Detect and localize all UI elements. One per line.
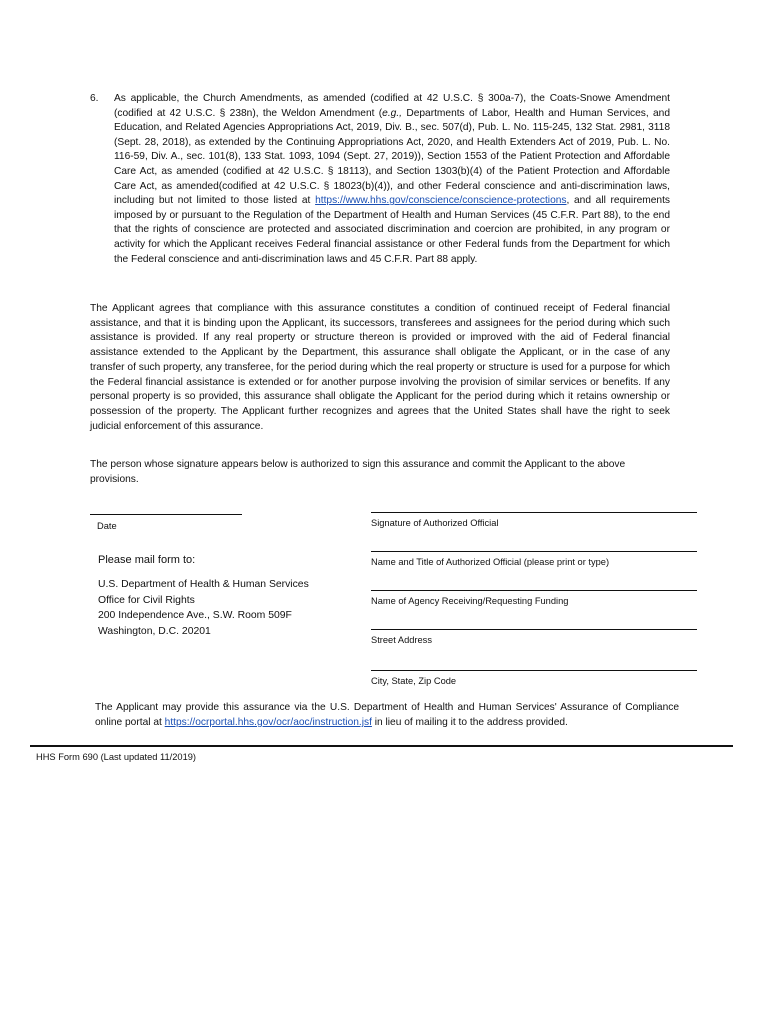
form-identifier: HHS Form 690 (Last updated 11/2019) (36, 752, 197, 762)
city-line[interactable] (371, 670, 697, 671)
agency-line[interactable] (371, 590, 697, 591)
date-label: Date (97, 521, 117, 531)
city-label: City, State, Zip Code (371, 676, 457, 686)
agreement-paragraph: The Applicant agrees that compliance with this assurance constitutes a condition of continued receipt of Federal financial assistance, and that it is binding upon the Applicant, its successors, transferees and assignees for the period during which such assistance is provided. If any real property or structure thereon is provided or improved with the aid of Federal financial assistance extended to the Applicant by the Department, this assurance shall obligate the Applicant, or in the case of any transfer of such property, any transferee, for the period during which the real property or structure is used for a purpose for which the Federal financial assistance is extended or for another purpose involving the provision of similar services or benefits. If any personal property is so provided, this assurance shall obligate the Applicant for the period during which it retains ownership or possession of the property. The Applicant further recognizes and agrees that the United States shall have the right to seek judicial enforcement of this assurance. (90, 303, 670, 432)
mail-intro: Please mail form to: (98, 554, 196, 566)
name-title-label: Name and Title of Authorized Official (please print or type) (371, 557, 610, 567)
address-line: U.S. Department of Health & Human Services (98, 579, 309, 590)
authority-paragraph: The person whose signature appears below is authorized to sign this assurance and commit the Applicant to the above provisions. (90, 459, 626, 485)
agency-label: Name of Agency Receiving/Requesting Funding (371, 596, 569, 606)
date-line[interactable] (90, 514, 242, 515)
signature-line[interactable] (371, 512, 697, 513)
signature-label: Signature of Authorized Official (371, 518, 499, 528)
street-line[interactable] (371, 629, 697, 630)
conscience-protections-link[interactable]: https://www.hhs.gov/conscience/conscience-protections (315, 195, 567, 207)
ocr-portal-link[interactable]: https://ocrportal.hhs.gov/ocr/aoc/instruction.jsf (164, 717, 372, 728)
name-title-line[interactable] (371, 551, 697, 552)
address-line: Washington, D.C. 20201 (98, 626, 211, 638)
footer-divider (30, 745, 733, 747)
address-line: 200 Independence Ave., S.W. Room 509F (98, 610, 292, 622)
section-6-number: 6. (90, 93, 99, 104)
online-portal-note: The Applicant may provide this assurance via the U.S. Department of Health and Human Services' Assurance of Compliance online portal at https://ocrportal.hhs.gov/ocr/aoc/instruction.jsf in lieu of mailing it to the address provided. (95, 702, 679, 728)
mailing-address (98, 577, 309, 640)
street-label: Street Address (371, 635, 432, 645)
section-6-text: As applicable, the Church Amendments, as amended (codified at 42 U.S.C. § 300a-7), the Coats-Snowe Amendment (codified at 42 U.S.C. § 238n), the Weldon Amendment (e.g., Departments of Labor, Health and Human Services, and Education, and Related Agencies Appropriations Act, 2019, Div. B., sec. 507(d), Pub. L. No. 115-245, 132 Stat. 2981, 3118 (Sept. 28, 2018), as extended by the Continuing Appropriations Act, 2020, and Health Extenders Act of 2019, Pub. L. No. 116-59, Div. A., sec. 101(8), 133 Stat. 1093, 1094 (Sept. 27, 2019)), Section 1553 of the Patient Protection and Affordable Care Act, as amended (codified at 42 U.S.C. § 18113), and Section 1303(b)(4) of the Patient Protection and Affordable Care Act, as amended(codified at 42 U.S.C. § 18023(b)(4)), and other Federal conscience and anti-discrimination laws, including but not limited to those listed at https://www.hhs.gov/conscience/conscience-protections, and all requirements imposed by or pursuant to the Regulation of the Department of Health and Human Services (45 C.F.R. Part 88), to the end that the rights of conscience are protected and associated discrimination and coercion are prohibited, in any program or activity for which the Applicant receives Federal financial assistance or other Federal funds from the Department for which the Federal conscience and anti-discrimination laws and 45 C.F.R. Part 88 apply. (114, 93, 670, 265)
address-line: Office for Civil Rights (98, 594, 195, 606)
